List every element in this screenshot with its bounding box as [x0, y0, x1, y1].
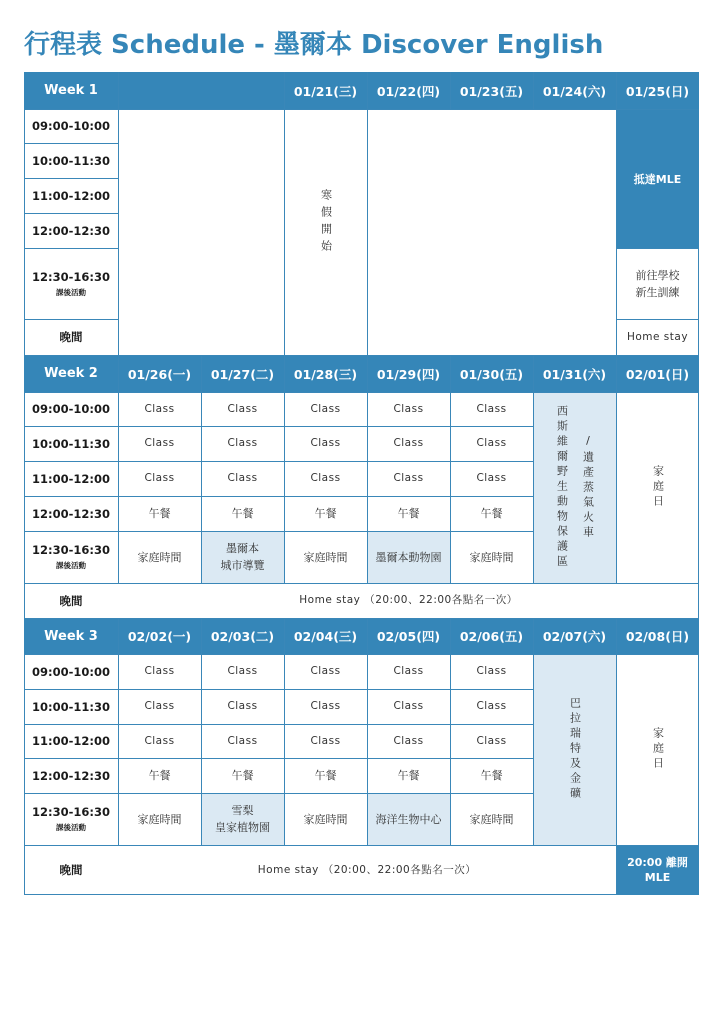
depart-mle-cell — [616, 845, 699, 895]
class-cell — [284, 426, 367, 461]
class-text: Class — [310, 700, 341, 712]
class-cell — [367, 461, 450, 496]
grid-line — [616, 618, 617, 845]
date-header-text: 01/31(六) — [542, 366, 607, 382]
depart-mle-line-1: 20:00 離開 — [627, 856, 688, 869]
grid-line — [24, 654, 533, 655]
class-cell — [284, 392, 367, 426]
grid-line — [118, 109, 119, 355]
date-header-text: 02/05(四) — [376, 629, 441, 644]
date-header-text: 02/01(日) — [625, 366, 690, 382]
grid-line — [24, 248, 118, 249]
date-header — [533, 72, 616, 109]
grid-line — [533, 618, 534, 845]
afternoon-activity-text: 墨爾本 — [226, 542, 259, 555]
date-header — [118, 355, 201, 392]
date-header — [284, 72, 367, 109]
lunch-cell — [118, 758, 201, 793]
date-header — [118, 72, 201, 109]
grid-line — [616, 72, 617, 109]
orientation-line-2: 新生訓練 — [635, 285, 680, 299]
evening-label-text: 晚間 — [59, 330, 83, 344]
time-slot — [24, 654, 118, 689]
evening-homestay-text: Home stay （20:00、22:00各點名一次） — [299, 594, 518, 606]
afternoon-activity-cell — [201, 793, 284, 845]
grid-line — [533, 355, 534, 583]
class-cell — [450, 426, 533, 461]
class-cell — [367, 654, 450, 689]
evening-homestay-text: Home stay — [626, 330, 689, 343]
grid-line — [284, 618, 285, 845]
date-header — [367, 72, 450, 109]
evening-label-text: 晚間 — [59, 593, 83, 608]
date-header-text: 01/29(四) — [376, 366, 441, 382]
class-cell — [284, 724, 367, 758]
grid-line — [24, 618, 699, 619]
time-slot-text: 12:30-16:30 — [32, 805, 110, 819]
date-header — [284, 618, 367, 654]
grid-line — [24, 178, 118, 179]
lunch-text: 午餐 — [480, 769, 503, 782]
afternoon-activity-text: 家庭時間 — [469, 550, 514, 564]
afternoon-activity-cell — [284, 531, 367, 583]
grid-line — [284, 109, 285, 355]
afternoon-activity-text: 家庭時間 — [303, 812, 348, 826]
grid-line — [450, 618, 451, 845]
time-slot — [24, 793, 118, 845]
afternoon-activity-cell — [284, 793, 367, 845]
class-text: Class — [393, 472, 424, 484]
class-cell — [201, 461, 284, 496]
time-slot-text: 12:00-12:30 — [32, 768, 110, 783]
date-header-text: 01/30(五) — [459, 366, 524, 382]
grid-line — [284, 355, 285, 583]
class-text: Class — [310, 437, 341, 449]
time-slot-text: 10:00-11:30 — [32, 436, 110, 451]
class-cell — [450, 724, 533, 758]
date-header-text: 02/08(日) — [625, 629, 690, 644]
time-slot — [24, 213, 118, 248]
afternoon-activity-cell — [367, 531, 450, 583]
class-cell — [118, 724, 201, 758]
grid-line — [284, 72, 285, 109]
afternoon-activity-text: 家庭時間 — [137, 812, 182, 826]
time-slot — [24, 758, 118, 793]
date-header-text: 02/04(三) — [293, 629, 358, 644]
grid-line — [24, 583, 533, 584]
class-cell — [367, 426, 450, 461]
lunch-cell — [367, 496, 450, 531]
date-header-text: 01/21(三) — [293, 83, 358, 99]
time-slot-text: 11:00-12:00 — [32, 734, 110, 748]
date-header — [616, 618, 699, 654]
class-text: Class — [476, 402, 507, 415]
date-header — [616, 355, 699, 392]
schedule-table — [24, 72, 699, 895]
class-text: Class — [476, 437, 507, 449]
date-header — [450, 355, 533, 392]
week-label-text: Week 3 — [44, 628, 98, 644]
time-slot — [24, 531, 118, 583]
class-cell — [450, 689, 533, 724]
class-text: Class — [310, 402, 341, 415]
time-slot — [24, 496, 118, 531]
class-text: Class — [310, 472, 341, 484]
class-text: Class — [227, 402, 258, 415]
evening-label — [24, 583, 118, 618]
winter-break-text: 寒假開始 — [319, 189, 333, 257]
time-slot — [24, 724, 118, 758]
lunch-cell — [367, 758, 450, 793]
grid-line — [24, 793, 533, 794]
sunday-family-cell — [616, 392, 699, 583]
date-header-text: 01/24(六) — [542, 83, 607, 99]
week-label — [24, 72, 118, 109]
date-header — [533, 618, 616, 654]
date-header — [367, 355, 450, 392]
time-slot-text: 12:00-12:30 — [32, 223, 110, 238]
date-header-text: 02/06(五) — [459, 629, 524, 644]
time-slot-text: 09:00-10:00 — [32, 119, 110, 133]
class-text: Class — [476, 734, 507, 747]
lunch-text: 午餐 — [231, 507, 254, 520]
class-cell — [201, 724, 284, 758]
date-header-text: 01/26(一) — [127, 366, 192, 382]
grid-line — [24, 496, 533, 497]
time-slot — [24, 109, 118, 143]
date-header-text: 02/07(六) — [542, 629, 607, 644]
grid-line — [118, 109, 699, 110]
week-label — [24, 355, 118, 392]
class-text: Class — [227, 472, 258, 484]
class-text: Class — [393, 402, 424, 415]
saturday-excursion-cell — [533, 392, 616, 583]
week-label — [24, 618, 118, 654]
lunch-cell — [201, 758, 284, 793]
grid-line — [24, 426, 533, 427]
afternoon-activity-text: 墨爾本動物園 — [375, 550, 442, 564]
date-header — [284, 355, 367, 392]
class-text: Class — [144, 665, 175, 677]
date-header-text: 01/27(二) — [210, 366, 275, 382]
date-header — [367, 618, 450, 654]
afternoon-activity-text: 家庭時間 — [469, 812, 514, 826]
time-slot-subtext: 課後活動 — [56, 823, 86, 832]
date-header — [616, 72, 699, 109]
class-text: Class — [227, 665, 258, 677]
saturday-excursion-cell — [533, 654, 616, 845]
winter-break-cell — [284, 109, 367, 355]
afternoon-activity-text: 雪梨 — [231, 804, 254, 817]
class-cell — [367, 724, 450, 758]
class-text: Class — [476, 472, 507, 484]
grid-line — [24, 109, 118, 110]
class-cell — [450, 654, 533, 689]
class-text: Class — [227, 734, 258, 747]
class-cell — [367, 392, 450, 426]
grid-line — [118, 72, 119, 109]
class-text: Class — [144, 437, 175, 449]
time-slot-text: 10:00-11:30 — [32, 153, 110, 168]
class-cell — [118, 392, 201, 426]
sunday-family-cell — [616, 654, 699, 845]
lunch-text: 午餐 — [314, 769, 337, 782]
class-cell — [118, 426, 201, 461]
saturday-excursion-text: 西斯維爾野生動物保護區 — [555, 405, 569, 570]
grid-line — [367, 72, 368, 109]
afternoon-activity-text: 海洋生物中心 — [375, 812, 442, 826]
lunch-text: 午餐 — [314, 507, 337, 520]
grid-line — [533, 72, 534, 109]
sunday-family-text: 家庭日 — [651, 465, 665, 510]
afternoon-activity-cell — [450, 793, 533, 845]
saturday-excursion-text-2: /遺產蒸氣火車 — [581, 434, 595, 541]
afternoon-activity-cell — [367, 793, 450, 845]
class-text: Class — [310, 734, 341, 747]
grid-line — [616, 319, 699, 320]
afternoon-activity-text: 家庭時間 — [137, 550, 182, 564]
class-text: Class — [476, 700, 507, 712]
orientation-cell — [616, 248, 699, 319]
class-text: Class — [227, 437, 258, 449]
saturday-excursion-text: 巴拉瑞特及金礦 — [568, 697, 582, 802]
grid-line — [24, 461, 533, 462]
lunch-text: 午餐 — [148, 507, 171, 520]
time-slot — [24, 178, 118, 213]
class-cell — [118, 689, 201, 724]
orientation-line-1: 前往學校 — [635, 268, 680, 282]
date-header-text: 01/25(日) — [625, 83, 690, 99]
time-slot-subtext: 課後活動 — [56, 287, 86, 297]
class-cell — [367, 689, 450, 724]
time-slot-subtext: 課後活動 — [56, 561, 86, 570]
evening-label — [24, 319, 118, 355]
class-cell — [284, 654, 367, 689]
class-cell — [118, 654, 201, 689]
lunch-text: 午餐 — [148, 769, 171, 782]
class-text: Class — [393, 700, 424, 712]
class-cell — [201, 392, 284, 426]
time-slot-text: 11:00-12:00 — [32, 188, 110, 203]
grid-line — [367, 618, 368, 845]
class-text: Class — [144, 700, 175, 712]
time-slot — [24, 392, 118, 426]
lunch-cell — [201, 496, 284, 531]
grid-line — [616, 845, 617, 895]
date-header — [201, 72, 284, 109]
grid-line — [24, 392, 533, 393]
class-text: Class — [144, 734, 175, 747]
sunday-family-text: 家庭日 — [651, 727, 665, 772]
lunch-text: 午餐 — [480, 507, 503, 520]
class-cell — [284, 461, 367, 496]
grid-line — [367, 355, 368, 583]
grid-line — [118, 355, 119, 583]
grid-line — [450, 355, 451, 583]
class-text: Class — [144, 472, 175, 484]
class-cell — [450, 392, 533, 426]
evening-homestay-cell — [118, 583, 699, 618]
time-slot-text: 12:30-16:30 — [32, 543, 110, 557]
grid-line — [24, 355, 699, 356]
time-slot-text: 11:00-12:00 — [32, 471, 110, 486]
lunch-cell — [284, 496, 367, 531]
date-header-text: 01/22(四) — [376, 83, 441, 99]
grid-line — [118, 618, 119, 845]
grid-line — [201, 618, 202, 845]
arrive-mle-cell — [616, 109, 699, 248]
date-header — [533, 355, 616, 392]
class-text: Class — [393, 734, 424, 747]
time-slot — [24, 248, 118, 319]
lunch-cell — [450, 758, 533, 793]
afternoon-activity-text: 城市導覽 — [220, 559, 265, 572]
date-header-text: 02/02(一) — [127, 629, 192, 644]
time-slot-text: 09:00-10:00 — [32, 402, 110, 416]
grid-line — [450, 72, 451, 109]
date-header-text: 02/03(二) — [210, 629, 275, 644]
class-cell — [118, 461, 201, 496]
grid-line — [24, 845, 533, 846]
grid-line — [616, 109, 617, 355]
grid-line — [367, 109, 368, 355]
class-cell — [201, 654, 284, 689]
evening-label-text: 晚間 — [59, 863, 83, 877]
date-header — [450, 618, 533, 654]
lunch-text: 午餐 — [397, 769, 420, 782]
afternoon-activity-text: 家庭時間 — [303, 550, 348, 564]
date-header-text: 01/23(五) — [459, 83, 524, 99]
time-slot — [24, 689, 118, 724]
grid-line — [24, 531, 533, 532]
time-slot — [24, 143, 118, 178]
class-text: Class — [476, 665, 507, 677]
grid-line — [24, 319, 118, 320]
class-text: Class — [227, 700, 258, 712]
grid-line — [24, 758, 533, 759]
grid-line — [24, 213, 118, 214]
evening-homestay-cell — [118, 845, 616, 895]
grid-line — [24, 724, 533, 725]
grid-line — [24, 689, 533, 690]
time-slot-text: 12:30-16:30 — [32, 269, 110, 284]
grid-line — [616, 248, 699, 249]
time-slot-text: 09:00-10:00 — [32, 664, 110, 679]
date-header — [201, 618, 284, 654]
depart-mle-line-2: MLE — [644, 871, 671, 884]
time-slot-text: 10:00-11:30 — [32, 699, 110, 714]
class-text: Class — [144, 402, 175, 415]
lunch-text: 午餐 — [231, 769, 254, 782]
lunch-cell — [118, 496, 201, 531]
class-text: Class — [393, 437, 424, 449]
time-slot — [24, 461, 118, 496]
week-label-text: Week 1 — [44, 83, 98, 98]
date-header — [450, 72, 533, 109]
afternoon-activity-text: 皇家植物園 — [215, 821, 270, 834]
grid-line — [201, 355, 202, 583]
date-header-text: 01/28(三) — [293, 366, 358, 382]
evening-homestay-text: Home stay （20:00、22:00各點名一次） — [257, 863, 477, 876]
lunch-cell — [450, 496, 533, 531]
time-slot-text: 12:00-12:30 — [32, 506, 110, 521]
afternoon-activity-cell — [118, 531, 201, 583]
date-header — [118, 618, 201, 654]
class-text: Class — [393, 665, 424, 677]
lunch-text: 午餐 — [397, 507, 420, 520]
afternoon-activity-cell — [118, 793, 201, 845]
week-label-text: Week 2 — [44, 366, 98, 381]
date-header — [201, 355, 284, 392]
afternoon-activity-cell — [201, 531, 284, 583]
evening-homestay-cell — [616, 319, 699, 355]
afternoon-activity-cell — [450, 531, 533, 583]
class-cell — [450, 461, 533, 496]
grid-line — [24, 143, 118, 144]
time-slot — [24, 426, 118, 461]
grid-line — [616, 355, 617, 583]
class-cell — [284, 689, 367, 724]
lunch-cell — [284, 758, 367, 793]
arrive-mle-text: 抵達MLE — [633, 172, 682, 186]
page-title: 行程表 Schedule - 墨爾本 Discover English — [24, 30, 604, 60]
class-cell — [201, 689, 284, 724]
class-text: Class — [310, 665, 341, 677]
class-cell — [201, 426, 284, 461]
evening-label — [24, 845, 118, 895]
